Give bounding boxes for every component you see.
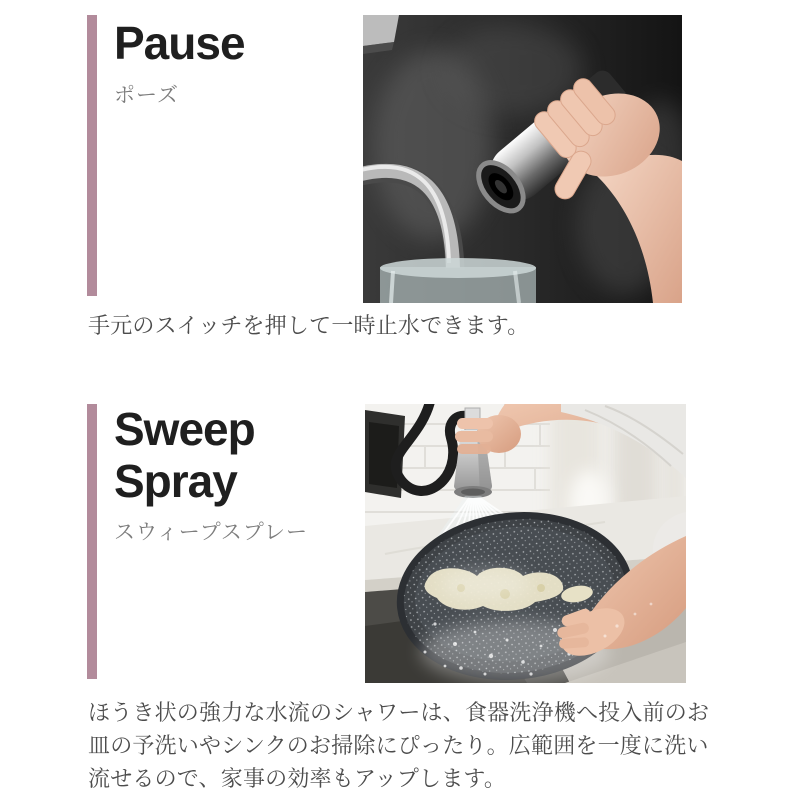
- accent-bar: [87, 404, 97, 679]
- feature-description: 手元のスイッチを押して一時止水できます。: [88, 313, 530, 338]
- feature-title: Sweep Spray: [114, 403, 255, 507]
- feature-subtitle: ポーズ: [114, 83, 179, 107]
- feature-section-header: [114, 18, 354, 109]
- feature-description: ほうき状の強力な水流のシャワーは、食器洗浄機へ投入前のお皿の予洗いやシンクのお掃除にぴったり。広範囲を一度に洗い流せるので、家事の効率もアップします。: [88, 700, 710, 791]
- feature-section-header: [114, 404, 354, 546]
- feature-title: Pause: [114, 17, 245, 69]
- accent-bar: [87, 15, 97, 296]
- sweep-spray-photo: [365, 404, 686, 683]
- feature-subtitle: スウィープスプレー: [114, 521, 309, 545]
- glass-pitcher: [380, 258, 536, 303]
- pause-photo: [363, 15, 682, 303]
